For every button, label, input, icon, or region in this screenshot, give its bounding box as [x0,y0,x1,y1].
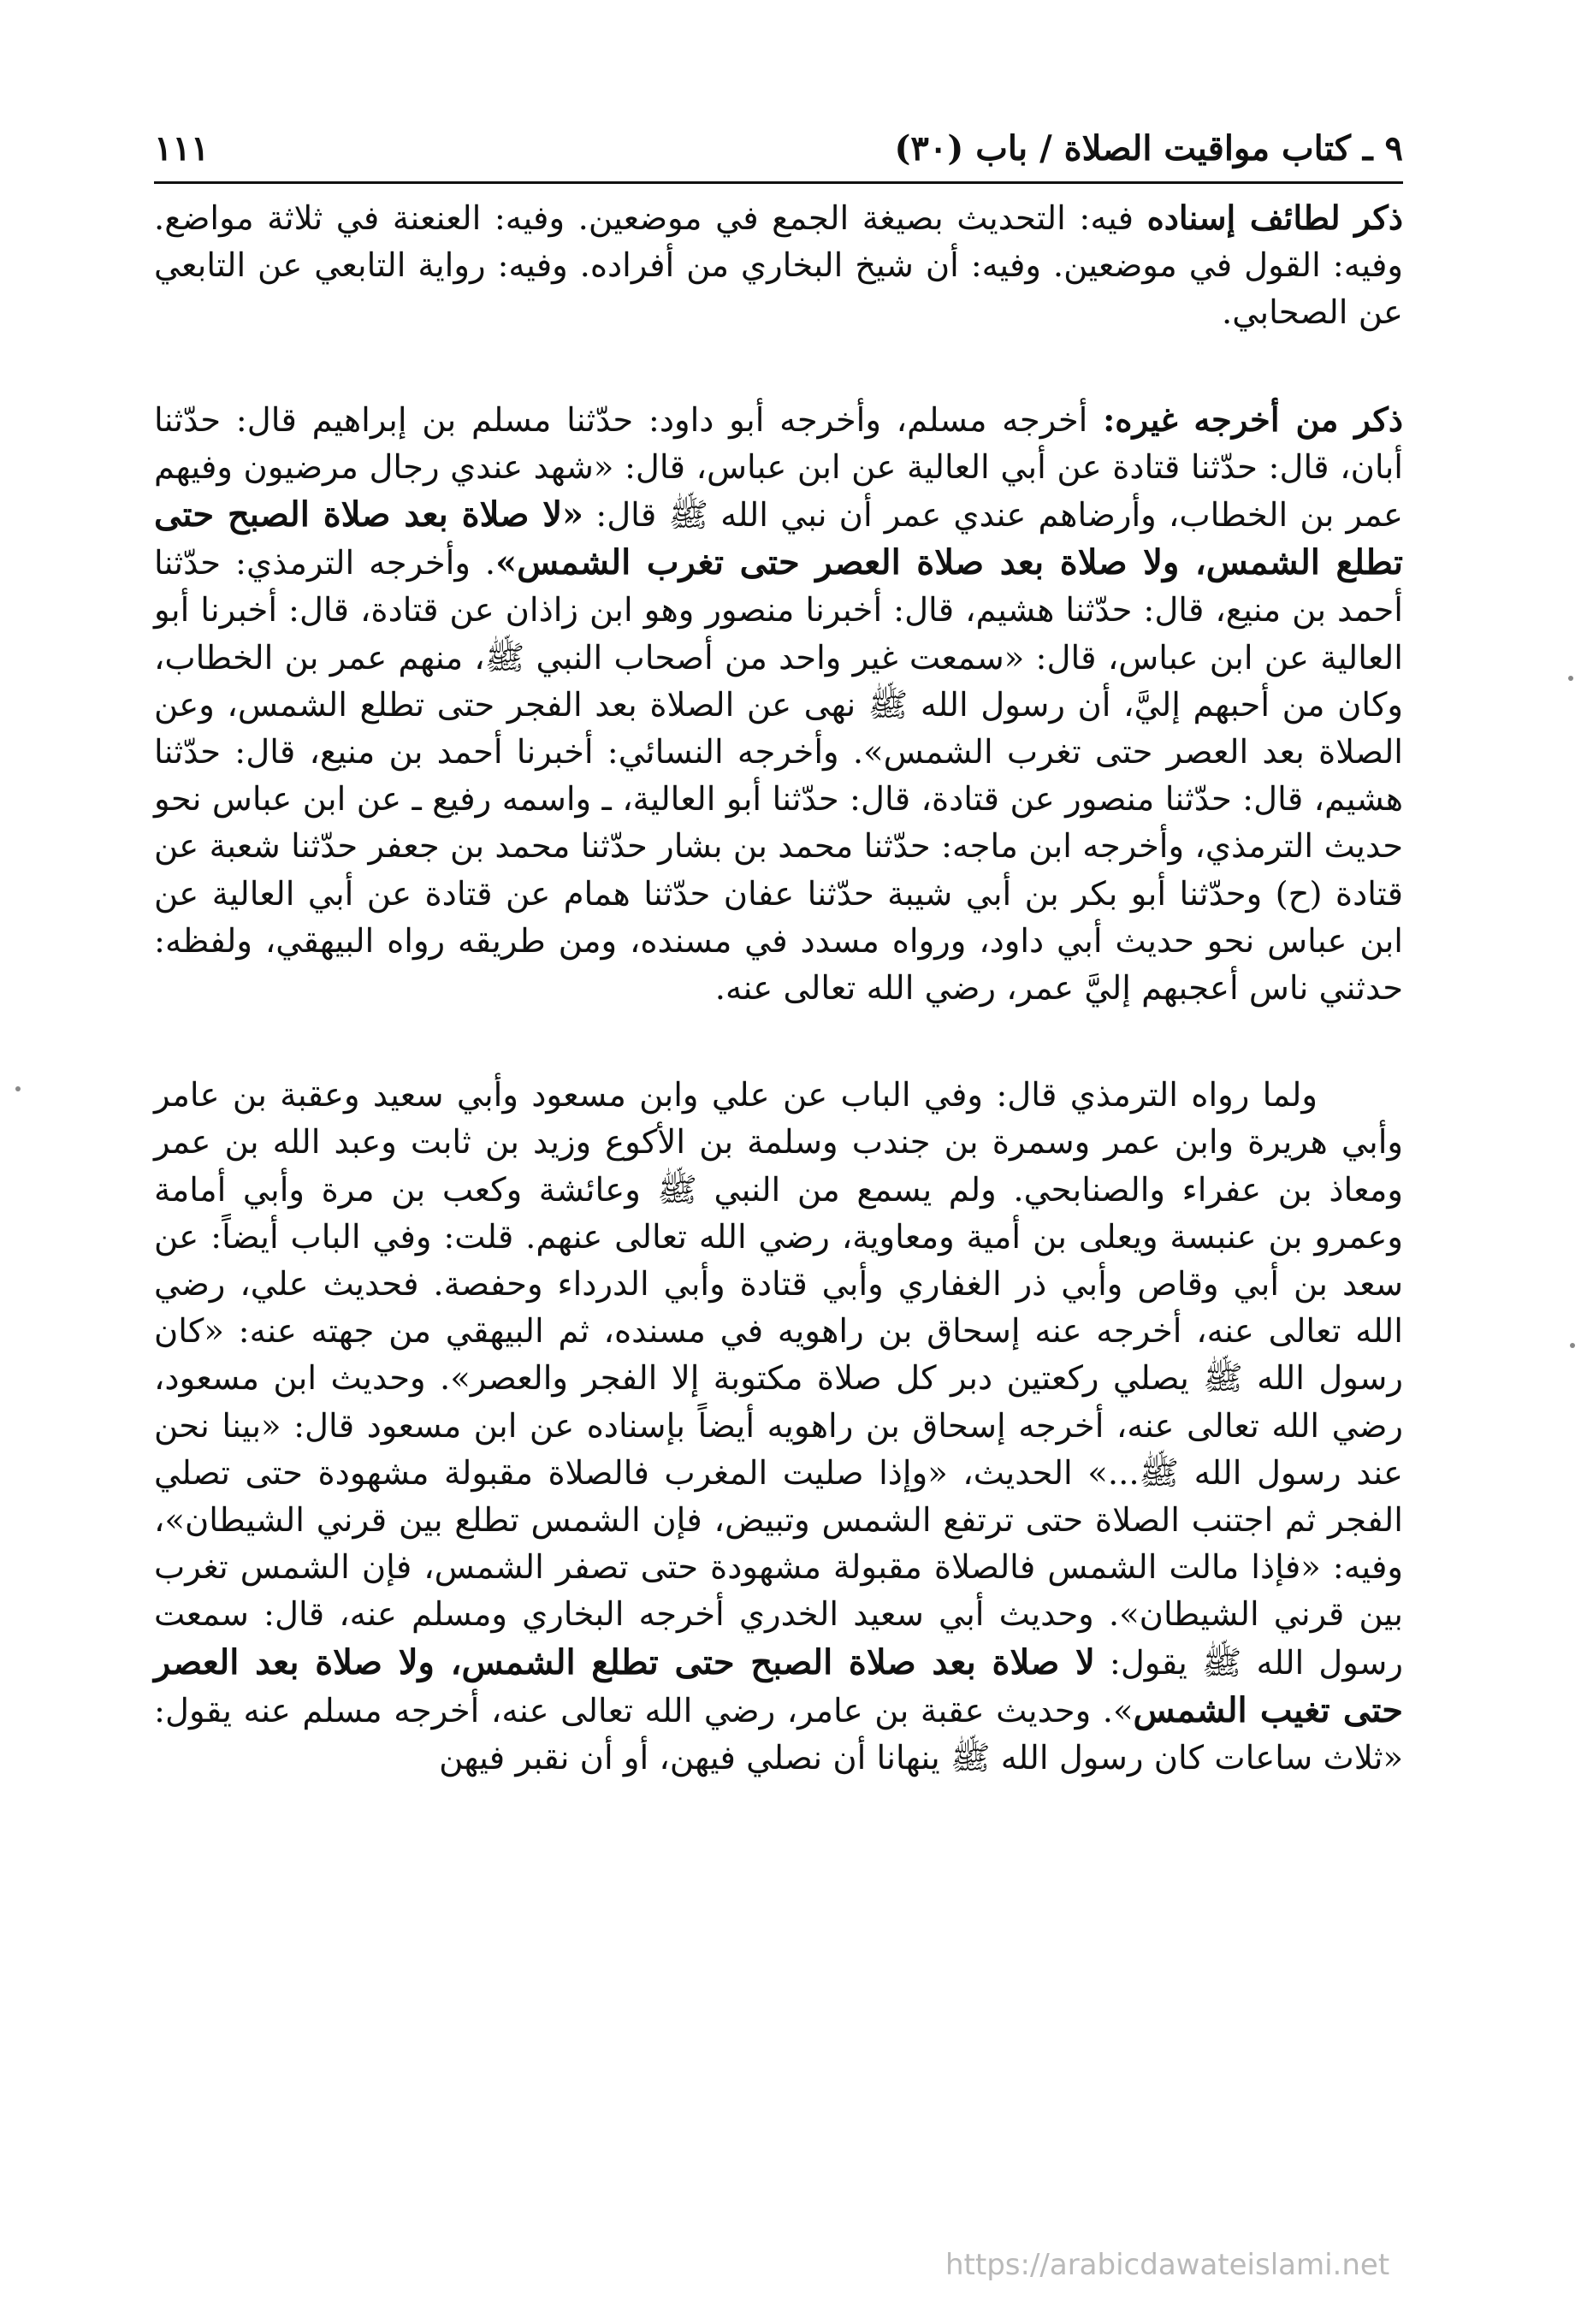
paragraph-text: أخرجه مسلم، وأخرجه أبو داود: حدّثنا مسلم بن إبراهيم قال: حدّثنا أبان، قال: حدّثنا قتادة عن أبي العالية عن ابن عباس، قال: «شهد عندي رجال مرضيون وفيهم عمر بن الخطاب، وأرضاهم عندي عمر أن نبي الله ﷺ قال: [154,400,1403,535]
hadith-highlight: «لا صلاة بعد صلاة الصبح حتى تطلع الشمس، ولا صلاة بعد صلاة العصر حتى تغرب الشمس» [154,494,1403,583]
section-label: ذكر من أخرجه غيره: [1103,400,1403,440]
header-rule [154,181,1403,184]
scan-speck [1568,676,1573,681]
running-title: ٩ ـ كتاب مواقيت الصلاة / باب (٣٠) [894,128,1403,169]
section-label: ذكر لطائف إسناده [1146,199,1403,238]
scan-speck [1570,1343,1575,1348]
paragraph-tirmidhi-chapter [154,1072,1403,1782]
paragraph-text: فيه: التحديث بصيغة الجمع في موضعين. وفيه: العنعنة في ثلاثة مواضع. وفيه: القول في موضعين. وفيه: أن شيخ البخاري من أفراده. وفيه: رواية التابعي عن التابعي عن الصحابي. [154,199,1403,333]
paragraph-text: ». وحديث عقبة بن عامر، رضي الله تعالى عنه، أخرجه مسلم عنه يقول: «ثلاث ساعات كان رسول الله ﷺ ينهانا أن نصلي فيهن، أو أن نقبر فيهن [154,1691,1403,1778]
paragraph-isnad-subtleties [154,195,1403,337]
paragraph-text: ولما رواه الترمذي قال: وفي الباب عن علي وابن مسعود وأبي سعيد وعقبة بن عامر وأبي هريرة وابن عمر وسمرة بن جندب وسلمة بن الأكوع وزيد بن ثابت وعبد الله بن عمر ومعاذ بن عفراء والصنابحي. ولم يسمع من النبي ﷺ وعائشة وكعب بن مرة وأبي أمامة وعمرو بن عنبسة ويعلى بن أمية ومعاوية، رضي الله تعالى عنهم. قلت: وفي الباب أيضاً: عن سعد بن أبي وقاص وأبي ذر الغفاري وأبي قتادة وأبي الدرداء وحفصة. فحديث علي، رضي الله تعالى عنه، أخرجه عنه إسحاق بن راهويه في مسنده، ثم البيهقي من جهته عنه: «كان رسول الله ﷺ يصلي ركعتين دبر كل صلاة مكتوبة إلا الفجر والعصر». وحديث ابن مسعود، رضي الله تعالى عنه، أخرجه إسحاق بن راهويه أيضاً بإسناده عن ابن مسعود قال: «بينا نحن عند رسول الله ﷺ...» الحديث، «وإذا صليت المغرب فالصلاة مقبولة مشهودة حتى تصلي الفجر ثم اجتنب الصلاة حتى ترتفع الشمس وتبيض، فإن الشمس تطلع بين قرني الشيطان»، وفيه: «فإذا مالت الشمس فالصلاة مقبولة مشهودة حتى تصفر الشمس، فإن الشمس تغرب بين قرني الشيطان». وحديث أبي سعيد الخدري أخرجه البخاري ومسلم عنه، قال: سمعت رسول الله ﷺ يقول: [154,1076,1403,1682]
body-text [154,195,1403,1782]
page-number: ١١١ [154,128,210,169]
scan-speck [15,1086,21,1091]
watermark-url: https://arabicdawateislami.net [945,2248,1390,2282]
paragraph-text: . وأخرجه الترمذي: حدّثنا أحمد بن منيع، قال: حدّثنا هشيم، قال: أخبرنا منصور وهو ابن زاذان عن قتادة، قال: أخبرنا أبو العالية عن ابن عباس، قال: «سمعت غير واحد من أصحاب النبي ﷺ، منهم عمر بن الخطاب، وكان من أحبهم إليَّ، أن رسول الله ﷺ نهى عن الصلاة بعد الفجر حتى تطلع الشمس، وعن الصلاة بعد العصر حتى تغرب الشمس». وأخرجه النسائي: أخبرنا أحمد بن منيع، قال: حدّثنا هشيم، قال: حدّثنا منصور عن قتادة، قال: حدّثنا أبو العالية، ـ واسمه رفيع ـ عن ابن عباس نحو حديث الترمذي، وأخرجه ابن ماجه: حدّثنا محمد بن بشار حدّثنا محمد بن جعفر حدّثنا شعبة عن قتادة (ح) وحدّثنا أبو بكر بن أبي شيبة حدّثنا عفان حدّثنا همام عن قتادة عن أبي العالية عن ابن عباس نحو حديث أبي داود، ورواه مسدد في مسنده، ومن طريقه رواه البيهقي، ولفظه: حدثني ناس أعجبهم إليَّ عمر، رضي الله تعالى عنه. [154,544,1403,1008]
hadith-highlight: لا صلاة بعد صلاة الصبح حتى تطلع الشمس، ولا صلاة بعد العصر حتى تغيب الشمس [154,1641,1403,1730]
page-header [154,128,1403,181]
paragraph-other-narrators [154,397,1403,1013]
